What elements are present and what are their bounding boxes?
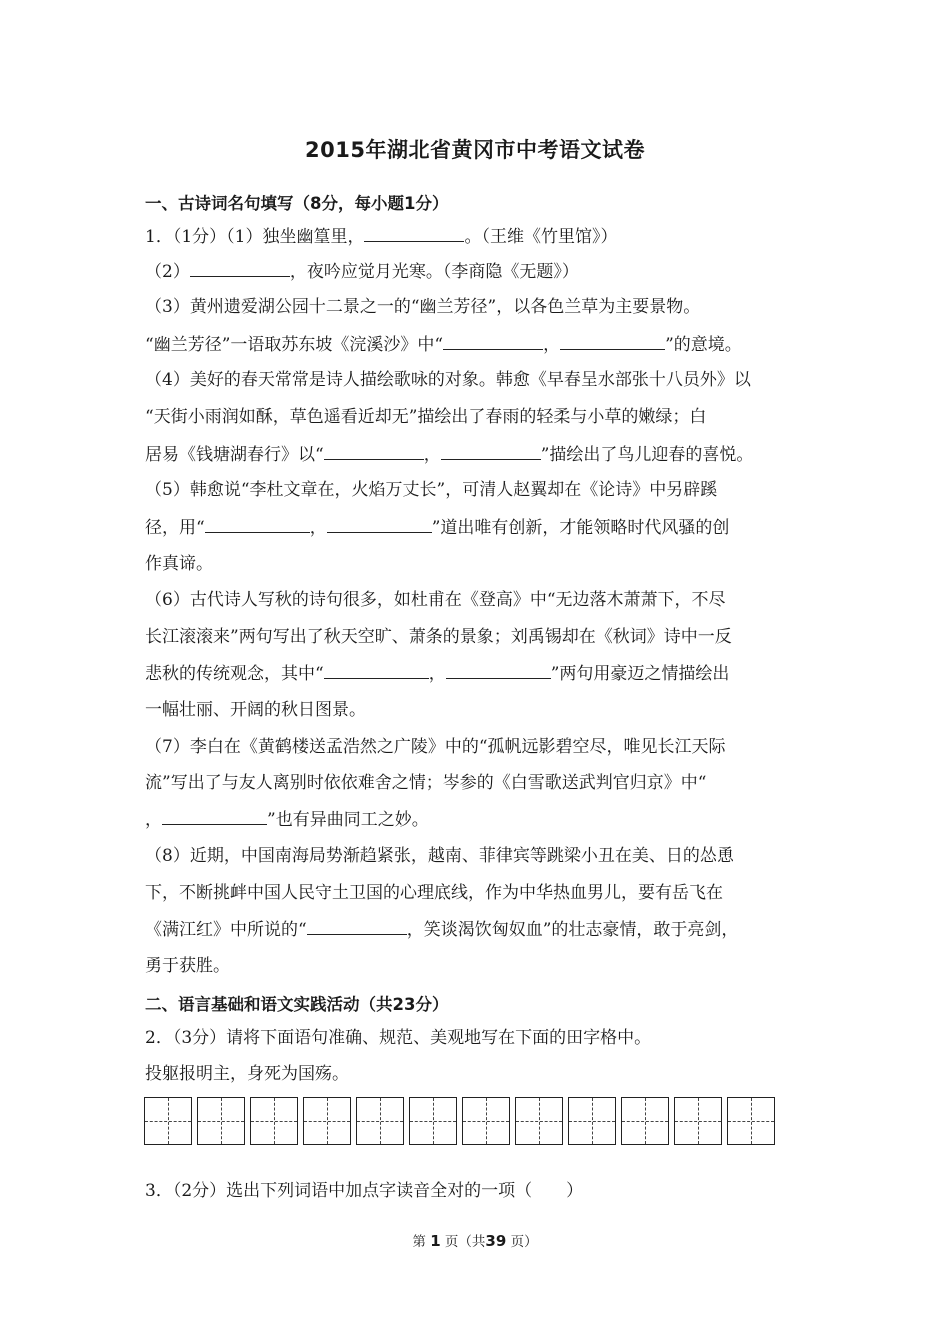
question-1-part-3-line-1: （3）黄州遗爱湖公园十二景之一的“幽兰芳径”，以各色兰草为主要景物。	[145, 297, 701, 317]
line-text: ”也有异曲同工之妙。	[267, 810, 429, 830]
question-2-sentence: 投躯报明主，身死为国殇。	[145, 1064, 349, 1084]
grid-cell[interactable]	[674, 1097, 722, 1145]
line-text: ，	[145, 810, 162, 830]
question-1-part-8-line-1: （8）近期，中国南海局势渐趋紧张，越南、菲律宾等跳梁小丑在美、日的怂恿	[145, 846, 734, 866]
line-text: 居易《钱塘湖春行》以“	[145, 445, 324, 465]
question-1-part-3-line-2	[145, 333, 815, 356]
answer-blank[interactable]	[446, 662, 551, 679]
section-heading-2: 二、语言基础和语文实践活动（共23分）	[145, 995, 449, 1014]
grid-cell[interactable]	[144, 1097, 192, 1145]
footer-text: 页（共	[444, 1234, 486, 1250]
question-1-part-4-line-3	[145, 443, 815, 466]
line-text: ，笑谈渴饮匈奴血”的壮志豪情，敢于亮剑，	[406, 920, 739, 940]
question-1-part-6-line-4: 一幅壮丽、开阔的秋日图景。	[145, 700, 366, 720]
line-text: ，	[543, 335, 561, 355]
line-text: “幽兰芳径”一语取苏东坡《浣溪沙》中“	[145, 335, 444, 355]
answer-blank[interactable]	[324, 443, 424, 460]
page-title: 2015年湖北省黄冈市中考语文试卷	[305, 138, 645, 162]
line-text: ，	[428, 664, 446, 684]
question-1-part-4-line-2: “天街小雨润如酥，草色遥看近却无”描绘出了春雨的轻柔与小草的嫩绿；白	[145, 407, 707, 427]
footer-text: 页）	[510, 1234, 538, 1250]
line-text: ”描绘出了鸟儿迎春的喜悦。	[540, 445, 754, 465]
question-1-part-7-line-3	[145, 808, 815, 831]
grid-cell[interactable]	[303, 1097, 351, 1145]
question-1-part-6-line-1: （6）古代诗人写秋的诗句很多，如杜甫在《登高》中“无边落木萧萧下，不尽	[145, 590, 726, 610]
answer-blank[interactable]	[307, 918, 407, 935]
answer-blank[interactable]	[443, 333, 543, 350]
question-1-part-6-line-2: 长江滚滚来”两句写出了秋天空旷、萧条的景象；刘禹锡却在《秋词》诗中一反	[145, 627, 732, 647]
line-text: （1）独坐幽篁里，	[226, 227, 365, 247]
question-1-part-8-line-2: 下，不断挑衅中国人民守土卫国的心理底线，作为中华热血男儿，要有岳飞在	[145, 883, 723, 903]
question-1-part-2	[145, 260, 815, 283]
answer-blank[interactable]	[324, 662, 429, 679]
answer-blank[interactable]	[190, 260, 290, 277]
line-text: ”的意境。	[665, 335, 742, 355]
answer-blank[interactable]	[327, 516, 432, 533]
line-text: 径，用“	[145, 518, 205, 538]
total-pages-number: 39	[485, 1232, 507, 1250]
grid-cell[interactable]	[462, 1097, 510, 1145]
grid-cell[interactable]	[515, 1097, 563, 1145]
grid-cell[interactable]	[356, 1097, 404, 1145]
footer-text: 第	[412, 1234, 426, 1250]
grid-cell[interactable]	[197, 1097, 245, 1145]
question-1-part-5-line-1: （5）韩愈说“李杜文章在，火焰万丈长”，可清人赵翼却在《论诗》中另辟蹊	[145, 480, 718, 500]
question-1-part-1	[145, 225, 815, 248]
current-page-number: 1	[430, 1232, 441, 1250]
question-3-prompt: 3．（2分）选出下列词语中加点字读音全对的一项（ ）	[145, 1181, 584, 1201]
tianzige-grid	[144, 1097, 775, 1147]
answer-blank[interactable]	[560, 333, 665, 350]
line-text: ”两句用豪迈之情描绘出	[550, 664, 730, 684]
grid-cell[interactable]	[727, 1097, 775, 1145]
question-1-part-5-line-2	[145, 516, 815, 539]
question-1-part-6-line-3	[145, 662, 815, 685]
answer-blank[interactable]	[364, 225, 464, 242]
question-1-part-7-line-1: （7）李白在《黄鹤楼送孟浩然之广陵》中的“孤帆远影碧空尽，唯见长江天际	[145, 737, 726, 757]
line-text: ，夜吟应觉月光寒。（李商隐《无题》）	[289, 262, 579, 282]
grid-cell[interactable]	[621, 1097, 669, 1145]
line-text: 。（王维《竹里馆》）	[464, 227, 618, 247]
grid-cell[interactable]	[250, 1097, 298, 1145]
question-1-part-8-line-4: 勇于获胜。	[145, 956, 230, 976]
question-1-part-8-line-3	[145, 918, 815, 941]
question-1-part-5-line-3: 作真谛。	[145, 554, 213, 574]
line-text: ”道出唯有创新，才能领略时代风骚的创	[431, 518, 730, 538]
grid-cell[interactable]	[568, 1097, 616, 1145]
line-text: ，	[309, 518, 327, 538]
line-text: 悲秋的传统观念，其中“	[145, 664, 324, 684]
page-footer	[0, 1230, 950, 1250]
question-number: 1．（1分）	[145, 227, 227, 247]
line-text: 《满江红》中所说的“	[145, 920, 307, 940]
question-2-prompt: 2．（3分）请将下面语句准确、规范、美观地写在下面的田字格中。	[145, 1028, 652, 1048]
answer-blank[interactable]	[205, 516, 310, 533]
question-1-part-4-line-1: （4）美好的春天常常是诗人描绘歌咏的对象。韩愈《早春呈水部张十八员外》以	[145, 370, 751, 390]
section-heading-1: 一、古诗词名句填写（8分，每小题1分）	[145, 194, 449, 213]
grid-cell[interactable]	[409, 1097, 457, 1145]
answer-blank[interactable]	[441, 443, 541, 460]
line-text: （2）	[145, 262, 190, 282]
answer-blank[interactable]	[162, 808, 267, 825]
line-text: ，	[423, 445, 441, 465]
question-1-part-7-line-2: 流”写出了与友人离别时依依难舍之情；岑参的《白雪歌送武判官归京》中“	[145, 773, 707, 793]
